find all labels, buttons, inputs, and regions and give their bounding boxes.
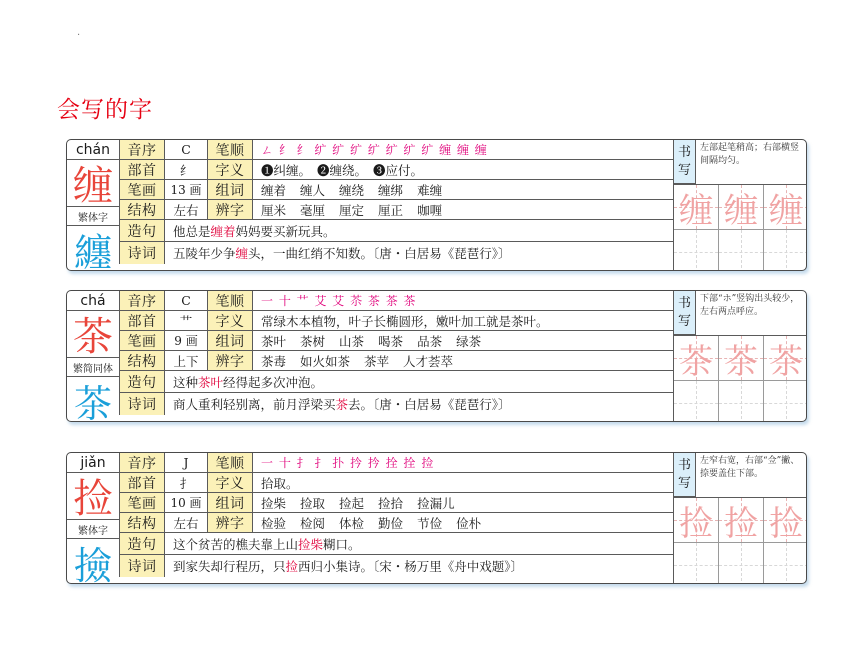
label-ziyi: 字义 [207,473,253,492]
label-bianzi: 辨字 [207,200,253,219]
distinguish-item: 厘正 [378,202,404,218]
label-yinxu: 音序 [119,140,165,159]
writing-tip: 下部“ホ”竖钩出头较少，左右两点呼应。 [700,294,800,317]
label-shici: 诗词 [119,393,165,415]
row-yinxu [119,453,673,473]
writing-panel [673,291,807,421]
word-item: 缠绕 [339,182,365,198]
empty-practice-cell [764,229,807,271]
label-bihua: 笔画 [119,180,165,199]
practice-grid [674,184,807,271]
row-bushou [119,311,673,331]
value-stroke-count: 13 画 [170,183,202,197]
label-bianzi: 辨字 [207,513,253,532]
character-card [66,290,807,422]
empty-practice-cell [674,229,719,271]
label-bishun: 笔顺 [207,453,253,472]
sentence-after: 糊口。 [323,536,361,552]
practice-grid [674,335,807,422]
row-yinxu [119,140,673,160]
practice-cell: 捡 [674,498,719,542]
value-poem [165,555,673,577]
writing-tip: 左窄右宽，右部“佥”撇、捺要盖住下部。 [700,456,800,479]
row-shici [119,242,673,264]
practice-grid [674,497,807,584]
label-bishun: 笔顺 [207,291,253,310]
practice-cell: 茶 [674,336,719,380]
value-words [253,493,673,512]
label-bihua: 笔画 [119,493,165,512]
page-heading: 会写的字 [57,97,153,123]
distinguish-item: 茶毒 [261,353,287,369]
value-structure: 上下 [173,353,199,369]
value-sentence [165,220,673,241]
distinguish-item: 毫厘 [300,202,326,218]
label-ziyi: 字义 [207,160,253,179]
value-distinguish [253,200,673,219]
word-item: 缠着 [261,182,287,198]
poem-highlight: 缠 [235,246,249,261]
label-bushou: 部首 [119,311,165,330]
word-item: 茶叶 [261,333,287,349]
label-bianzi: 辨字 [207,351,253,370]
distinguish-item: 节俭 [417,515,443,531]
practice-cell: 捡 [764,498,807,542]
writing-tip: 左部起笔稍高；右部横竖间隔均匀。 [700,143,800,166]
word-item: 难缠 [417,182,443,198]
value-sentence [165,533,673,554]
value-poem [165,393,673,415]
practice-cell: 茶 [719,336,764,380]
label-bushou: 部首 [119,160,165,179]
distinguish-item: 咖喱 [417,202,443,218]
word-item: 绿茶 [456,333,482,349]
traditional-label: 繁简同体 [67,357,119,377]
traditional-character: 茶 [73,381,112,422]
label-ziyi: 字义 [207,311,253,330]
practice-cell: 茶 [764,336,807,380]
writing-panel [673,140,807,270]
sentence-before: 这种 [173,374,199,390]
traditional-label: 繁体字 [67,206,119,226]
word-item: 捡柴 [261,495,287,511]
word-item: 山茶 [339,333,365,349]
row-zaoju [119,220,673,242]
distinguish-item: 俭朴 [456,515,482,531]
distinguish-item: 人才荟萃 [403,353,454,369]
value-stroke-count: 10 画 [170,496,202,510]
practice-cell: 缠 [764,185,807,229]
poem-after: 西归小集诗。〔宋・杨万里《舟中戏题》〕 [298,559,524,574]
word-item: 缠人 [300,182,326,198]
empty-practice-cell [674,380,719,422]
label-jiegou: 结构 [119,351,165,370]
label-bishun: 笔顺 [207,140,253,159]
pinyin: chán [67,140,119,160]
value-meaning [253,160,673,179]
row-bihua [119,180,673,200]
empty-practice-cell [719,542,764,584]
label-jiegou: 结构 [119,200,165,219]
sentence-before: 这个贫苦的樵夫靠上山 [173,536,299,552]
poem-highlight: 茶 [335,397,349,412]
value-distinguish [253,351,673,370]
poem-before: 商人重利轻别离，前月浮梁买 [173,397,336,412]
label-zuci: 组词 [207,331,253,350]
main-character: 缠 [73,163,113,209]
row-bihua [119,493,673,513]
distinguish-item: 茶苹 [364,353,390,369]
value-words [253,180,673,199]
practice-cell: 捡 [719,498,764,542]
main-character: 捡 [73,476,113,522]
row-bushou [119,473,673,493]
value-meaning [253,311,673,330]
word-item: 捡拾 [378,495,404,511]
decoration-dot: · [77,30,81,41]
label-jiegou: 结构 [119,513,165,532]
meaning-item: 拾取。 [261,475,299,491]
value-distinguish [253,513,673,532]
writing-panel [673,453,807,583]
sentence-highlight: 缠着 [210,223,236,239]
poem-after: 头，一曲红绡不知数。〔唐・白居易《琵琶行》〕 [248,246,511,261]
distinguish-item: 厘米 [261,202,287,218]
label-bushou: 部首 [119,473,165,492]
meaning-item: ❸应付。 [373,162,424,178]
value-sentence [165,371,673,392]
value-radical: 艹 [179,313,193,329]
main-character: 茶 [73,314,113,360]
row-jiegou [119,513,673,533]
empty-practice-cell [674,542,719,584]
traditional-character: 纏 [73,230,112,271]
label-shici: 诗词 [119,242,165,264]
distinguish-item: 检阅 [300,515,326,531]
writing-label: 书 写 [674,140,696,184]
row-yinxu [119,291,673,311]
value-stroke-order: ㄥ 纟 纟 纩 纩 纩 纩 纩 纩 纩 缠 缠 缠 [261,143,488,157]
sentence-before: 他总是 [173,223,211,239]
poem-after: 去。〔唐・白居易《琵琶行》〕 [348,397,511,412]
distinguish-item: 如火如茶 [300,353,351,369]
value-meaning [253,473,673,492]
empty-practice-cell [719,380,764,422]
value-stroke-order: 一 十 艹 艾 艾 苶 茶 茶 茶 [261,294,417,308]
value-poem [165,242,673,264]
meaning-item: ❷缠绕。 [317,162,368,178]
empty-practice-cell [719,229,764,271]
pinyin: jiǎn [67,453,119,473]
writing-label: 书 写 [674,453,696,497]
value-radical: 扌 [179,475,193,491]
poem-highlight: 捡 [285,559,299,574]
meaning-item: ❶纠缠。 [261,162,312,178]
sentence-after: 经得起多次冲泡。 [223,374,324,390]
practice-cell: 缠 [719,185,764,229]
row-shici [119,555,673,577]
writing-label: 书 写 [674,291,696,335]
sentence-after: 妈妈要买新玩具。 [235,223,336,239]
sentence-highlight: 捡柴 [298,536,324,552]
traditional-character: 撿 [73,543,112,584]
label-zaoju: 造句 [119,371,165,392]
value-structure: 左右 [173,202,199,218]
traditional-label: 繁体字 [67,519,119,539]
word-item: 茶树 [300,333,326,349]
pinyin: chá [67,291,119,311]
label-yinxu: 音序 [119,453,165,472]
poem-before: 到家失却行程历，只 [173,559,286,574]
row-shici [119,393,673,415]
row-jiegou [119,351,673,371]
value-radical: 纟 [179,162,193,178]
word-item: 捡起 [339,495,365,511]
label-zuci: 组词 [207,493,253,512]
row-zaoju [119,371,673,393]
distinguish-item: 检验 [261,515,287,531]
row-bushou [119,160,673,180]
label-yinxu: 音序 [119,291,165,310]
value-yinxu: J [183,455,189,470]
value-words [253,331,673,350]
value-yinxu: C [181,293,191,308]
distinguish-item: 体检 [339,515,365,531]
value-yinxu: C [181,142,191,157]
word-item: 捡漏儿 [417,495,455,511]
label-bihua: 笔画 [119,331,165,350]
sentence-highlight: 茶叶 [198,374,224,390]
character-card [66,452,807,584]
label-shici: 诗词 [119,555,165,577]
value-structure: 左右 [173,515,199,531]
value-stroke-count: 9 画 [174,334,198,348]
distinguish-item: 勤俭 [378,515,404,531]
row-bihua [119,331,673,351]
empty-practice-cell [764,542,807,584]
word-item: 捡取 [300,495,326,511]
empty-practice-cell [764,380,807,422]
label-zuci: 组词 [207,180,253,199]
meaning-item: 常绿木本植物，叶子长椭圆形，嫩叶加工就是茶叶。 [261,313,549,329]
practice-cell: 缠 [674,185,719,229]
word-item: 品茶 [417,333,443,349]
value-stroke-order: 一 十 扌 扌 扑 扲 扲 拴 拴 捡 [261,456,435,470]
label-zaoju: 造句 [119,220,165,241]
word-item: 喝茶 [378,333,404,349]
label-zaoju: 造句 [119,533,165,554]
word-item: 缠绑 [378,182,404,198]
distinguish-item: 厘定 [339,202,365,218]
poem-before: 五陵年少争 [173,246,236,261]
row-zaoju [119,533,673,555]
row-jiegou [119,200,673,220]
character-card [66,139,807,271]
